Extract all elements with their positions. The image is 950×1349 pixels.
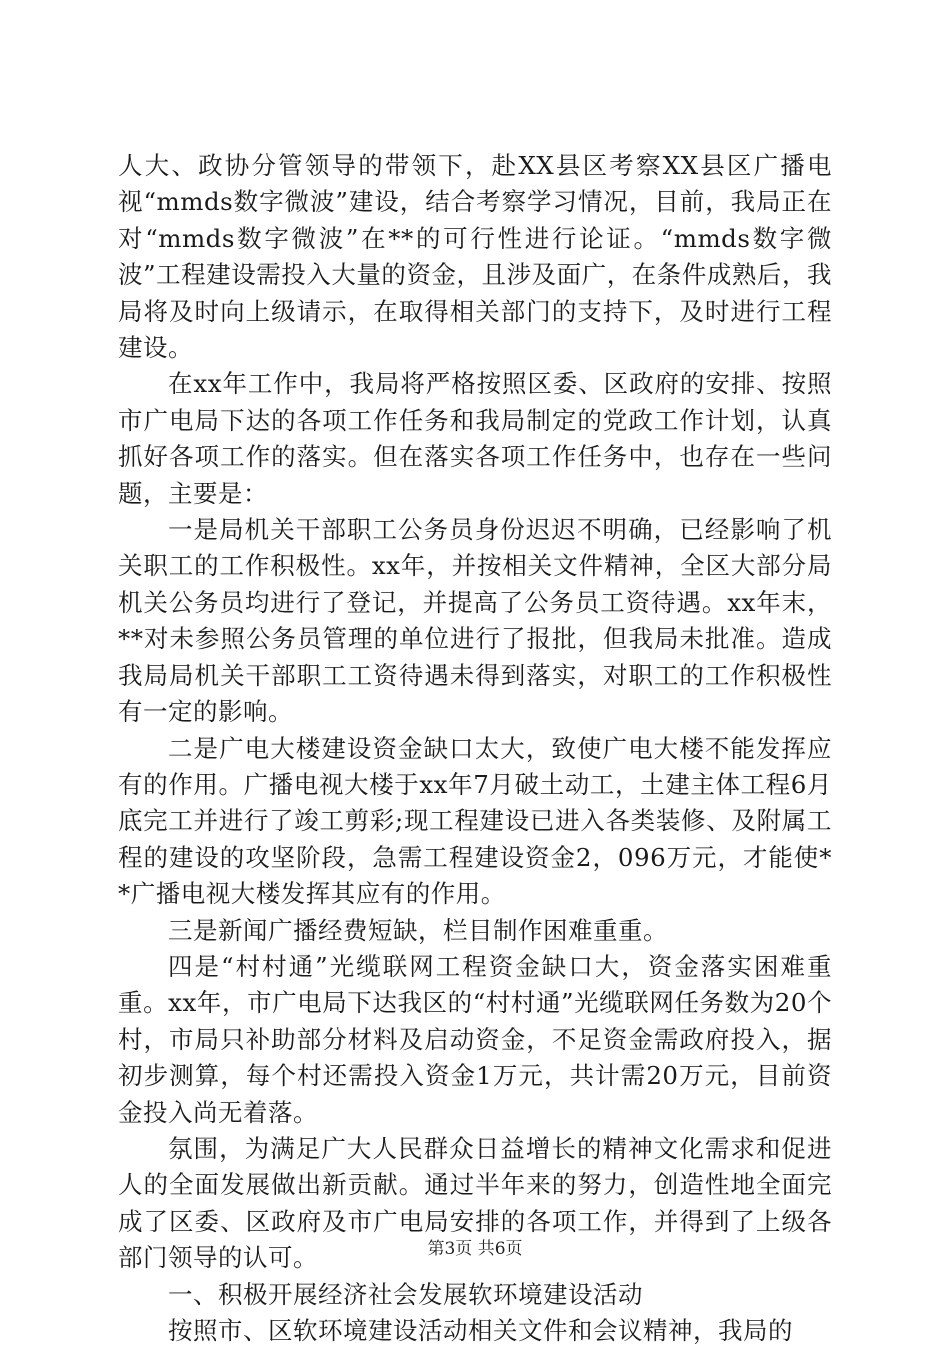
paragraph: 人大、政协分管领导的带领下，赴XX县区考察XX县区广播电视“mmds数字微波”建设，结合考察学习情况，目前，我局正在对“mmds数字微波”在**的可行性进行论证。“mmds数字微波”工程建设需投入大量的资金，且涉及面广，在条件成熟后，我局将及时向上级请示，在取得相关部门的支持下，及时进行工程建设。	[118, 151, 832, 363]
paragraph: 二是广电大楼建设资金缺口太大，致使广电大楼不能发挥应有的作用。广播电视大楼于xx年7月破土动工，土建主体工程6月底完工并进行了竣工剪彩;现工程建设已进入各类装修、及附属工程的建设的攻坚阶段，急需工程建设资金2，096万元，才能使**广播电视大楼发挥其应有的作用。	[118, 733, 832, 909]
document-body	[118, 148, 832, 1349]
section-heading: 一、积极开展经济社会发展软环境建设活动	[168, 1279, 643, 1309]
paragraph: 按照市、区软环境建设活动相关文件和会议精神，我局的	[168, 1316, 793, 1345]
page-number-footer: 第3页 共6页	[427, 1239, 523, 1259]
paragraph: 一是局机关干部职工公务员身份迟迟不明确，已经影响了机关职工的工作积极性。xx年，并按相关文件精神，全区大部分局机关公务员均进行了登记，并提高了公务员工资待遇。xx年末，**对未参照公务员管理的单位进行了报批，但我局未批准。造成我局局机关干部职工工资待遇未得到落实，对职工的工作积极性有一定的影响。	[118, 515, 832, 727]
paragraph: 四是“村村通”光缆联网工程资金缺口大，资金落实困难重重。xx年，市广电局下达我区的“村村通”光缆联网任务数为20个村，市局只补助部分材料及启动资金，不足资金需政府投入，据初步测算，每个村还需投入资金1万元，共计需20万元，目前资金投入尚无着落。	[118, 951, 832, 1127]
paragraph: 在xx年工作中，我局将严格按照区委、区政府的安排、按照市广电局下达的各项工作任务和我局制定的党政工作计划，认真抓好各项工作的落实。但在落实各项工作任务中，也存在一些问题，主要是：	[118, 369, 832, 508]
paragraph: 氛围，为满足广大人民群众日益增长的精神文化需求和促进人的全面发展做出新贡献。通过半年来的努力，创造性地全面完成了区委、区政府及市广电局安排的各项工作，并得到了上级各部门领导的认可。	[118, 1133, 832, 1273]
paragraph: 三是新闻广播经费短缺，栏目制作困难重重。	[168, 915, 668, 945]
